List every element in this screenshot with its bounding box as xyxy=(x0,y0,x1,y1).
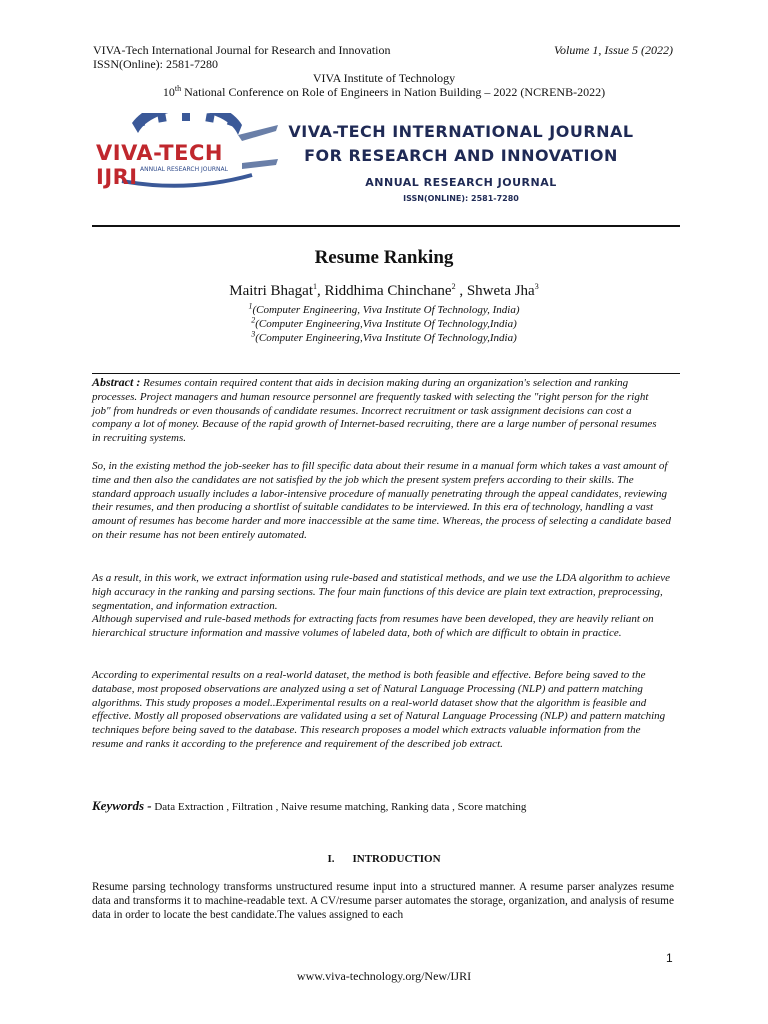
journal-logo xyxy=(92,113,282,203)
abstract-paragraph-4: Although supervised and rule-based methods for extracting facts from resumes have been developed, they are heavily reliant on hierarchical structure information and massive volumes of labeled data, both of which are difficult to obtain in practice. xyxy=(92,613,654,639)
affiliation-text: (Computer Engineering,Viva Institute Of Technology,India) xyxy=(255,318,517,330)
affiliation-sup: 3 xyxy=(251,329,256,339)
abstract-divider xyxy=(92,373,680,374)
conference-text: National Conference on Role of Engineers in Nation Building – 2022 (NCRENB-2022) xyxy=(181,85,606,99)
affiliation-text: (Computer Engineering, Viva Institute Of Technology, India) xyxy=(252,304,520,316)
affiliation-1 xyxy=(0,301,768,316)
affiliation-2 xyxy=(0,315,768,330)
section-title: INTRODUCTION xyxy=(352,853,441,865)
abstract-paragraph-1 xyxy=(92,376,662,446)
affiliation-sup: 1 xyxy=(248,301,253,311)
header-volume: Volume 1, Issue 5 (2022) xyxy=(554,43,673,57)
abstract-paragraph-2: So, in the existing method the job-seeker has to fill specific data about their resume in a manual form which takes a vast amount of time and then also the candidates are not satisfied by the job which the present system prefers according to their skills. The standard approach usually includes a labor-intensive procedure of manually penetrating through the appeal candidates, reviewing their resumes, and then producing a shortlist of suitable candidates to be interviewed. In this era of technology, handling a vast amount of resumes has become harder and more inaccessible at the same time. Whereas, the process of selecting a candidate based on their resume has not been entirely automated. xyxy=(92,460,672,541)
abstract-label: Abstract : xyxy=(92,375,141,389)
page-number: 1 xyxy=(666,951,673,965)
header-divider xyxy=(92,225,680,227)
keywords-text: Data Extraction , Filtration , Naive resume matching, Ranking data , Score matching xyxy=(154,801,527,813)
affiliation-sup: 2 xyxy=(251,315,256,325)
journal-title-line2: FOR RESEARCH AND INNOVATION xyxy=(304,146,618,165)
author-sup: 3 xyxy=(534,282,539,291)
author-name: Shweta Jha xyxy=(466,283,535,299)
author-sup: 1 xyxy=(313,282,317,291)
keywords-label: Keywords - xyxy=(92,798,152,813)
section-number: I. xyxy=(327,853,335,865)
header-issn: ISSN(Online): 2581-7280 xyxy=(93,57,218,71)
abstract-text: Resumes contain required content that aids in decision making during an organization's selection and ranking processes. Project managers and human resource personnel are frequently tasked with selecting the "right person for the right job" from hundreds or even thousands of candidate resumes. Incorrect recruitment or task assignment decisions can cost a company a lot of money. Because of the rapid growth of Internet-based recruiting, there are a large number of personal resumes in recruiting systems. xyxy=(92,377,657,445)
affiliation-text: (Computer Engineering,Viva Institute Of Technology,India) xyxy=(255,332,517,344)
header-journal-name: VIVA-Tech International Journal for Research and Innovation xyxy=(93,43,391,57)
keywords xyxy=(92,798,682,814)
author-name: Maitri Bhagat xyxy=(229,283,313,299)
header-institute: VIVA Institute of Technology xyxy=(312,71,456,85)
footer-url[interactable]: www.viva-technology.org/New/IJRI xyxy=(296,969,472,983)
author-sup: 2 xyxy=(451,282,456,291)
author-list: Maitri Bhagat$^1$, Riddhima Chinchane$^2$ , Shweta Jha$^3$ xyxy=(229,282,539,299)
introduction-paragraph: Resume parsing technology transforms unstructured resume input into a structured manner. A resume parser analyzes resume data and transforms it to machine-readable text. A CV/resume parser automates the storage, organization, and analysis of resume data in order to locate the best candidate.The values assigned to each xyxy=(92,881,674,921)
author-name: Riddhima Chinchane xyxy=(324,283,452,299)
logo-subtext: ANNUAL RESEARCH JOURNAL xyxy=(140,166,228,173)
journal-title-line1: VIVA-TECH INTERNATIONAL JOURNAL xyxy=(288,122,634,141)
paper-title: Resume Ranking xyxy=(314,247,454,268)
conference-number: 10 xyxy=(162,85,175,99)
abstract-paragraph-3: As a result, in this work, we extract information using rule-based and statistical methods, and we use the LDA algorithm to achieve high accuracy in the ranking and parsing sections. The four main functions of this device are plain text extraction, preprocessing, segmentation, and information extraction. xyxy=(92,572,671,612)
conference-sup: th xyxy=(174,84,182,93)
section-heading-introduction xyxy=(0,853,768,865)
journal-issn: ISSN(ONLINE): 2581-7280 xyxy=(403,194,519,203)
journal-subtitle: ANNUAL RESEARCH JOURNAL xyxy=(365,176,557,189)
affiliation-3 xyxy=(0,329,768,344)
abstract-paragraph-5: According to experimental results on a real-world dataset, the method is both feasible and effective. Before being saved to the database, most proposed observations are analyzed using a set of Natural Language Processing (NLP) and pattern matching algorithms. This study proposes a model..Experimental results on a real-world dataset show that the algorithm is feasible and effective. Mostly all proposed observations are validated using a set of Natural Language Processing (NLP) and pattern matching techniques before being saved to the database. This research proposes a model which extracts valuable information from the resume and ranks it according to the preference and requirement of the described job extract. xyxy=(92,669,666,750)
header-conference xyxy=(0,85,768,99)
logo-text: VIVA-TECH IJRI xyxy=(96,141,223,189)
